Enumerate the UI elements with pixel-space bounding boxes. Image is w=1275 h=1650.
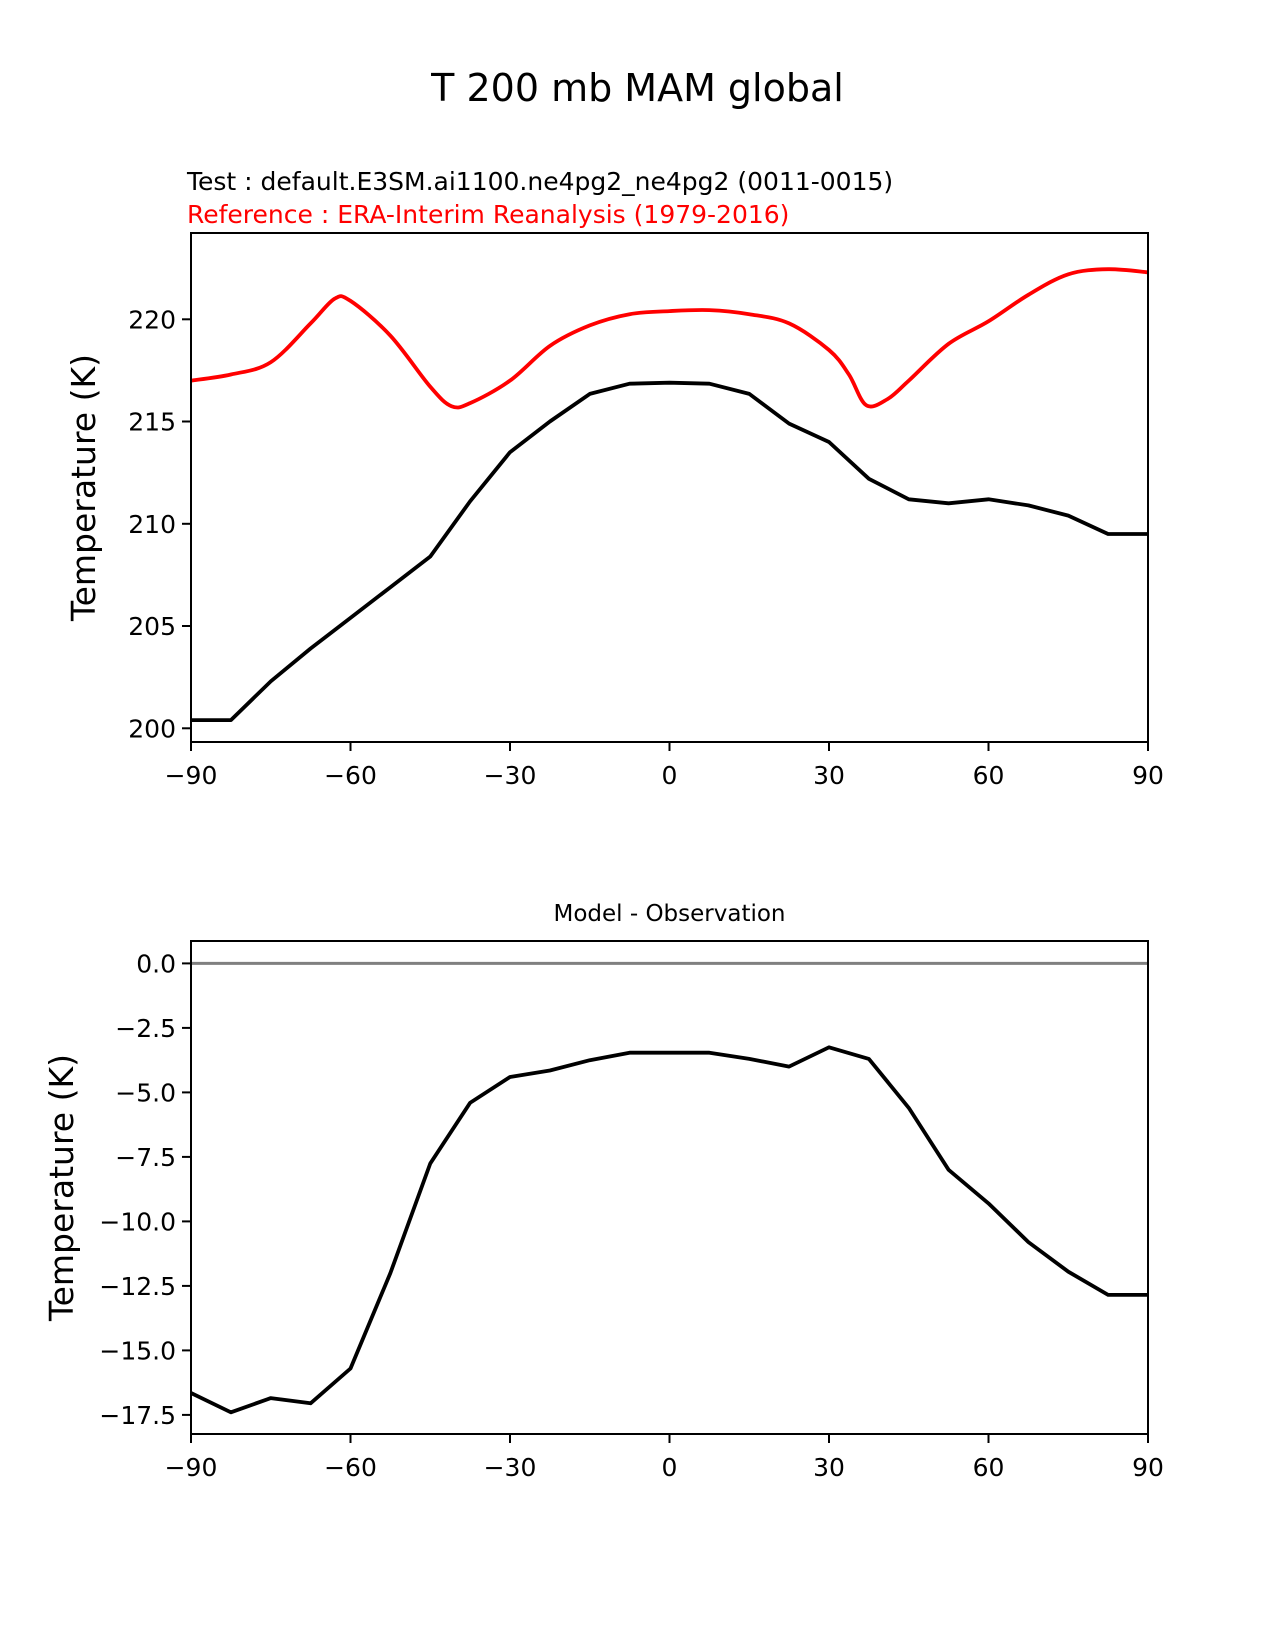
figure-title: T 200 mb MAM global	[431, 66, 844, 110]
legend-test-label: Test : default.E3SM.ai1100.ne4pg2_ne4pg2 (0011-0015)	[187, 167, 894, 196]
x-tick-label: 30	[813, 761, 845, 790]
x-tick-label: −30	[483, 761, 537, 790]
y-axis-label: Temperature (K)	[64, 354, 103, 621]
diff-panel-title: Model - Observation	[553, 901, 786, 927]
y-tick-label: 215	[128, 407, 176, 437]
diff-panel-chart	[0, 941, 1275, 1489]
x-tick-label: 0	[661, 761, 678, 790]
axes-spines	[191, 941, 1148, 1434]
y-tick-label: −15.0	[99, 1336, 176, 1366]
x-tick-label: 60	[972, 1453, 1005, 1482]
y-tick-label: 205	[128, 612, 176, 641]
main-panel-chart	[0, 233, 1275, 793]
legend-reference-label: Reference : ERA-Interim Reanalysis (1979-2016)	[187, 200, 790, 229]
x-tick-label: −60	[324, 761, 377, 790]
x-tick-label: 0	[661, 1453, 678, 1482]
y-tick-label: −5.0	[115, 1078, 176, 1108]
x-tick-label: 30	[813, 1453, 845, 1482]
x-tick-label: 90	[1132, 1453, 1164, 1482]
y-tick-label: 210	[128, 509, 176, 539]
difference-series-line	[191, 1047, 1148, 1412]
y-tick-label: −7.5	[115, 1142, 176, 1172]
test-series-line	[191, 383, 1148, 720]
y-axis-label: Temperature (K)	[42, 1054, 81, 1321]
reference-series-line	[191, 269, 1148, 407]
y-tick-label: 200	[128, 714, 176, 744]
y-tick-label: −17.5	[99, 1400, 176, 1430]
x-tick-label: −90	[164, 1453, 218, 1482]
x-tick-label: −30	[483, 1453, 537, 1482]
x-tick-label: 90	[1132, 761, 1164, 790]
x-tick-label: −60	[324, 1453, 377, 1482]
y-tick-label: 0.0	[136, 949, 176, 979]
x-tick-label: 60	[972, 761, 1005, 790]
y-tick-label: −12.5	[99, 1271, 176, 1301]
y-tick-label: −10.0	[99, 1207, 176, 1237]
legend	[187, 165, 893, 231]
y-tick-label: 220	[128, 305, 176, 335]
x-tick-label: −90	[164, 761, 218, 790]
y-tick-label: −2.5	[115, 1013, 176, 1043]
